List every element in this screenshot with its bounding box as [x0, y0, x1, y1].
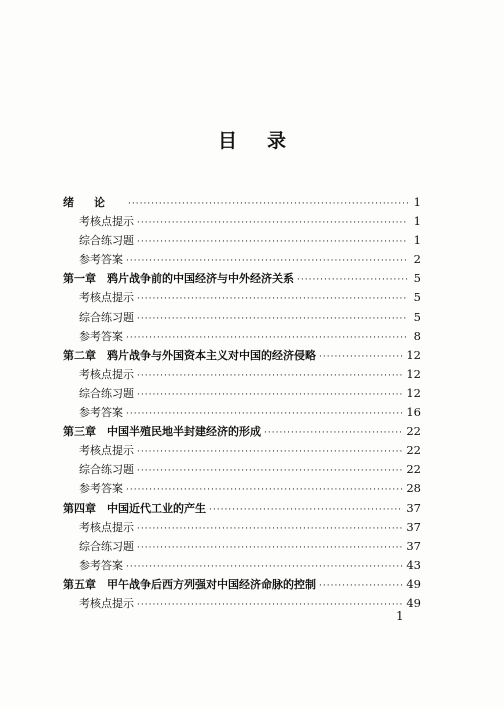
leader-dots [319, 348, 403, 367]
toc-page-number: 49 [406, 576, 421, 591]
toc-entry-label: 参考答案 [79, 482, 123, 496]
toc-page-number: 12 [406, 385, 421, 400]
leader-dots [137, 214, 408, 233]
toc-page-number: 16 [406, 405, 421, 420]
page-title [0, 126, 504, 153]
leader-dots [319, 577, 403, 596]
toc-page-number: 43 [406, 557, 421, 572]
toc-page-number: 37 [406, 500, 421, 515]
toc-page-number: 22 [406, 424, 421, 439]
toc-entry-label: 第三章 中国半殖民地半封建经济的形成 [63, 425, 261, 439]
toc-chapter-entry [63, 499, 421, 518]
toc-chapter-entry [63, 422, 421, 441]
toc-entry-label: 第一章 鸦片战争前的中国经济与中外经济关系 [63, 272, 294, 286]
toc-subentry [63, 384, 421, 403]
leader-dots [137, 367, 403, 386]
toc-subentry [63, 556, 421, 575]
toc-subentry [63, 460, 421, 479]
toc-entry-label: 考核点提示 [79, 520, 134, 534]
leader-dots [137, 310, 408, 329]
leader-dots [209, 501, 403, 520]
leader-dots [137, 462, 403, 481]
leader-dots [264, 424, 403, 443]
title-char-2: 录 [267, 130, 287, 152]
toc-entry-label: 考核点提示 [79, 291, 134, 305]
toc-entry-label: 参考答案 [79, 329, 123, 343]
toc-entry-label: 综合练习题 [79, 539, 134, 553]
toc-subentry [63, 537, 421, 556]
toc-page-number: 5 [413, 290, 421, 305]
table-of-contents [63, 193, 421, 613]
toc-subentry [63, 231, 421, 250]
toc-subentry [63, 518, 421, 537]
toc-entry-label: 第五章 甲午战争后西方列强对中国经济命脉的控制 [63, 577, 316, 591]
toc-page-number: 5 [413, 309, 421, 324]
leader-dots [137, 290, 408, 309]
toc-subentry [63, 403, 421, 422]
leader-dots [297, 271, 408, 290]
toc-entry-label: 绪论 [63, 196, 125, 209]
toc-entry-label: 参考答案 [79, 406, 123, 420]
toc-page-number: 12 [406, 366, 421, 381]
toc-subentry [63, 441, 421, 460]
toc-subentry [63, 479, 421, 498]
toc-page-number: 1 [413, 233, 421, 248]
toc-subentry [63, 365, 421, 384]
leader-dots [137, 520, 403, 539]
toc-page-number: 28 [406, 481, 421, 496]
toc-entry-label: 综合练习题 [79, 463, 134, 477]
toc-subentry [63, 250, 421, 269]
toc-chapter-entry [63, 575, 421, 594]
toc-subentry [63, 327, 421, 346]
toc-entry-label: 综合练习题 [79, 310, 134, 324]
toc-subentry [63, 288, 421, 307]
toc-entry-label: 综合练习题 [79, 234, 134, 248]
toc-page-number: 1 [413, 214, 421, 229]
title-char-1: 目 [217, 130, 237, 152]
toc-page-number: 22 [406, 443, 421, 458]
leader-dots [137, 539, 403, 558]
toc-entry-label: 综合练习题 [79, 386, 134, 400]
toc-page-number: 12 [406, 347, 421, 362]
toc-entry-label: 考核点提示 [79, 596, 134, 610]
toc-subentry [63, 212, 421, 231]
toc-chapter-entry [63, 269, 421, 288]
toc-page-number: 49 [406, 595, 421, 610]
toc-subentry [63, 594, 421, 613]
toc-entry-label: 第二章 鸦片战争与外国资本主义对中国的经济侵略 [63, 348, 316, 362]
toc-page-number: 5 [413, 271, 421, 286]
toc-page-number: 8 [413, 328, 421, 343]
toc-entry-label: 参考答案 [79, 558, 123, 572]
toc-entry-label: 考核点提示 [79, 444, 134, 458]
toc-entry-label: 考核点提示 [79, 367, 134, 381]
leader-dots [137, 443, 403, 462]
toc-page-number: 1 [413, 195, 421, 209]
toc-entry-label: 考核点提示 [79, 215, 134, 229]
toc-chapter-entry [63, 193, 421, 212]
leader-dots [128, 195, 408, 214]
toc-page-number: 22 [406, 462, 421, 477]
leader-dots [137, 386, 403, 405]
page-number: 1 [396, 609, 404, 623]
toc-page-number: 2 [413, 252, 421, 267]
leader-dots [137, 233, 408, 252]
leader-dots [137, 596, 403, 615]
toc-chapter-entry [63, 346, 421, 365]
toc-page-number: 37 [406, 519, 421, 534]
toc-subentry [63, 308, 421, 327]
toc-page-number: 37 [406, 538, 421, 553]
toc-entry-label: 第四章 中国近代工业的产生 [63, 501, 206, 515]
toc-entry-label: 参考答案 [79, 253, 123, 267]
